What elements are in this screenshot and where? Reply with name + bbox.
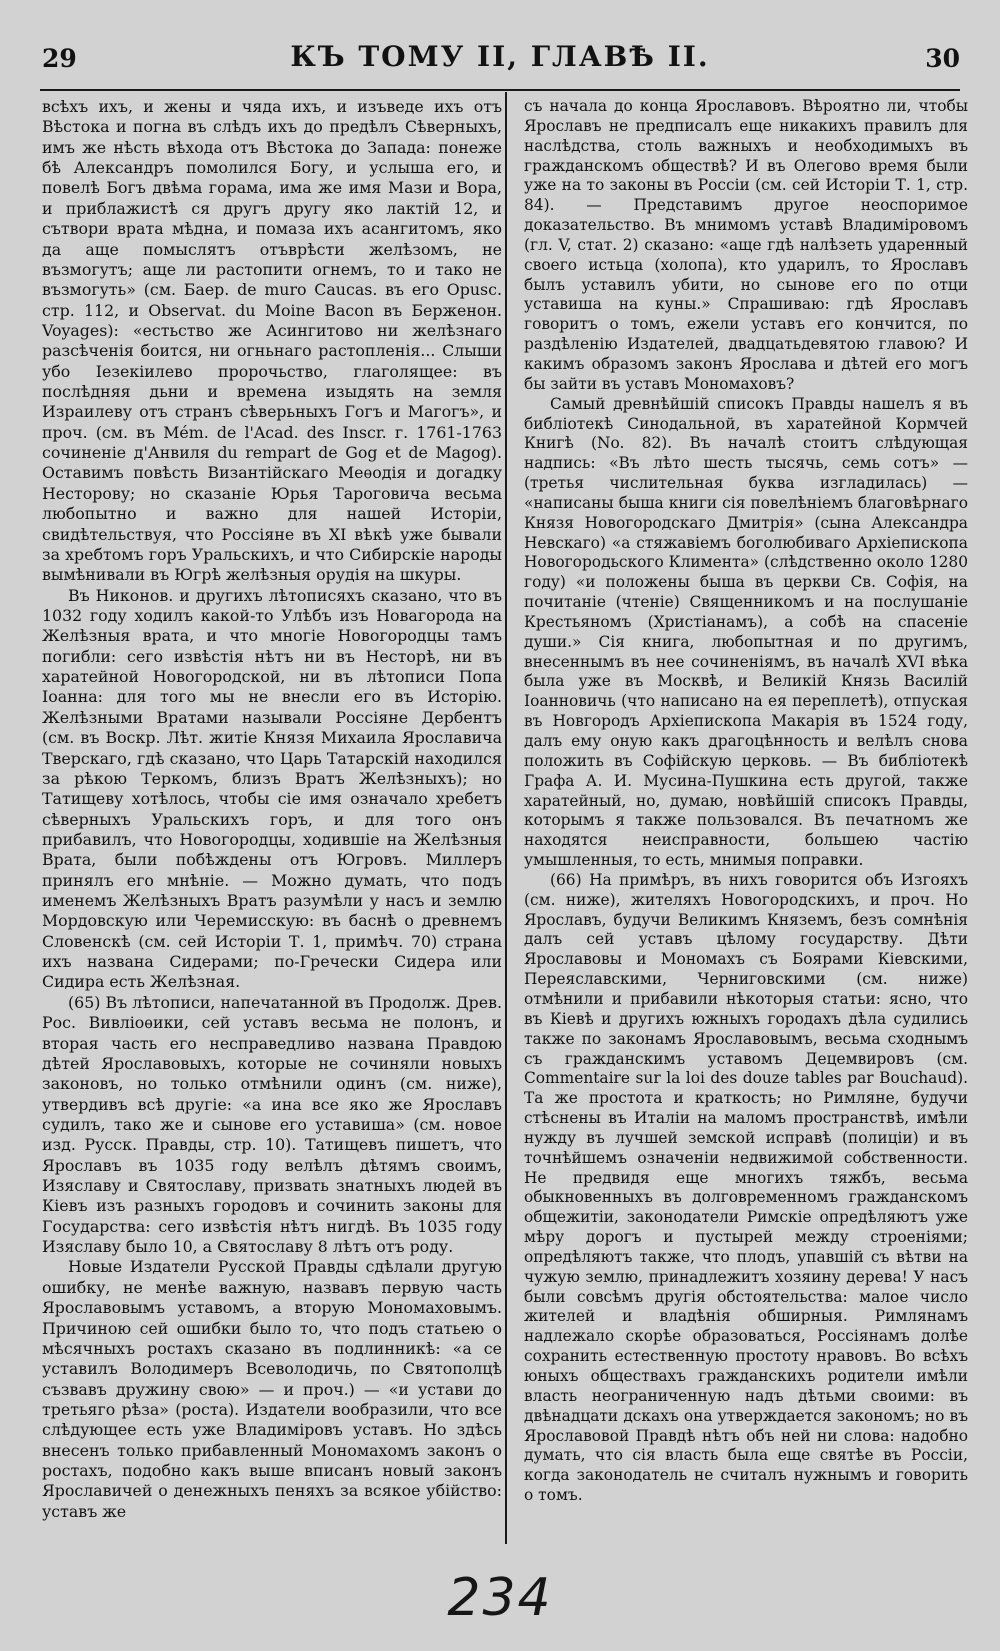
- running-head: КЪ ТОМУ II, ГЛАВѢ II.: [290, 40, 710, 73]
- header-rule: [40, 89, 960, 91]
- left-paragraph: Въ Никонов. и другихъ лѣтописяхъ сказано, что въ 1032 году ходилъ какой-то Улѣбъ изъ Новагорода на Желѣзныя врата, и что многіе Новогородцы тамъ погибли: сего извѣстія нѣтъ ни въ Несторѣ, ни въ харатейной Новогородской, ни въ лѣтописи Попа Іоанна: для того мы не внесли его въ Исторію. Желѣзными Вратами называли Россіяне Дербентъ (см. въ Воскр. Лѣт. житіе Князя Михаила Ярославича Тверскаго, гдѣ сказано, что Царь Татарскій находился за рѣкою Теркомъ, близъ Вратъ Желѣзныхъ); но Татищеву хотѣлось, чтобы сіе имя означало хребетъ сѣверныхъ Уральскихъ горъ, и для того онъ прибавилъ, что Новогородцы, ходившіе на Желѣзныя Врата, были побѣждены отъ Югровъ. Миллеръ принялъ его мнѣніе. — Можно думать, что подъ именемъ Желѣзныхъ Вратъ разумѣли у насъ и землю Мордовскую или Черемисскую: въ баснѣ о древнемъ Словенскѣ (см. сей Исторіи Т. 1, примѣч. 70) страна ихъ названа Сидерами; по-Гречески Сидера или Сидира есть Желѣзная.: [42, 585, 502, 992]
- left-paragraph: всѣхъ ихъ, и жены и чяда ихъ, и изъведе ихъ отъ Вѣстока и погна въ слѣдъ ихъ до предѣлъ Сѣверныхъ, имъ же нѣсть вѣхода отъ Вѣстока до Запада: понеже бѣ Александръ помолился Богу, и услыша его, и повелѣ Богъ двѣма горама, има же имя Мази и Вора, и приблажистѣ ся другъ другу яко лактій 12, и сътвори врата мѣдна, и помаза ихъ асангитомъ, яко да аще помыслятъ отъврѣсти желѣзомъ, не възмогутъ; аще ли растопити огнемъ, то и тако не възмогуть» (см. Баер. de muro Caucas. въ его Opusc. стр. 112, и Observat. du Moine Bacon въ Берженон. Voyages): «естьство же Асингитово ни желѣзнаго разсѣченія боится, ни огньнаго растопленія... Слыши убо Іезекіилево пророчьство, глаголящее: въ послѣдняя дьни и времена изыдять на земля Израилеву отъ странъ сѣверьныхъ Гогъ и Магогъ», и проч. (см. въ Mém. de l'Acad. des Inscr. г. 1761-1763 сочиненіе д'Анвиля du rempart de Gog et de Magog). Оставимъ повѣсть Византійскаго Меѳодія и догадку Несторову; но сказаніе Юрья Тароговича весьма любопытно и важно для нашей Исторіи, свидѣтельствуя, что Россіяне въ XI вѣкѣ уже бывали за хребтомъ горъ Уральскихъ, и что Сибирскіе народы вымѣнивали въ Югрѣ желѣзныя орудія на шкуры.: [42, 97, 502, 585]
- right-paragraph: Самый древнѣйшій списокъ Правды нашелъ я въ библіотекѣ Синодальной, въ харатейной Кормчей Книгѣ (No. 82). Въ началѣ стоитъ слѣдующая надпись: «Въ лѣто шесть тысячь, семь сотъ» — (третья числительная буква изгладилась) — «написаны быша книги сія повелѣніемъ благовѣрнаго Князя Новогородскаго Дмитрія» (сына Александра Невскаго) «а стяжавіемъ боголюбиваго Архіепископа Новогородьского Климента» (слѣдственно около 1280 году) «и положены быша въ церкви Св. Софія, на почитаніе (чтеніе) Священникомъ и на послушаніе Крестьяномъ (Христіанамъ), а собѣ на спасеніе души.» Сія книга, любопытная и по другимъ, внесеннымъ въ нее сочиненіямъ, въ началѣ XVI вѣка была уже въ Москвѣ, и Великій Князь Василій Іоанновичь (что написано на ея переплетѣ), отпуская въ Новгородъ Архіепископа Макарія въ 1524 году, далъ ему оную какъ драгоцѣнность и велѣлъ снова положить въ Софійскую церковь. — Въ библіотекѣ Графа А. И. Мусина-Пушкина есть другой, также харатейный, но, думаю, новѣйшій списокъ Правды, которымъ я также пользовался. Въ печатномъ же находятся неисправности, большею частію умышленныя, то есть, мнимыя поправки.: [524, 394, 968, 870]
- left-column: [42, 97, 502, 1522]
- left-paragraph: Новые Издатели Русской Правды сдѣлали другую ошибку, не менѣе важную, назвавъ первую часть Ярославовымъ уставомъ, а вторую Мономаховымъ. Причиною сей ошибки было то, что подъ статьею о мѣсячныхъ ростахъ сказано въ подлинникѣ: «а се уставилъ Володимеръ Всеволодичь, по Святополцѣ съзвавъ дружину свою» — и проч.) — «и устави до третьяго рѣза» (роста). Издатели вообразили, что все слѣдующее есть уже Владиміровъ уставъ. Но здѣсь внесенъ только прибавленный Мономахомъ законъ о ростахъ, подобно какъ выше вписанъ новый законъ Ярославичей о денежныхъ пеняхъ за всякое убійство: уставъ же: [42, 1257, 502, 1521]
- right-column: [524, 97, 968, 1506]
- right-paragraph: (66) На примѣръ, въ нихъ говорится объ Изгояхъ (см. ниже), жителяхъ Новогородскихъ, и проч. Но Ярославъ, будучи Великимъ Княземъ, безъ сомнѣнія далъ сей уставъ цѣлому государству. Дѣти Ярославовы и Мономахъ съ Боярами Кіевскими, Переяславскими, Черниговскими (см. ниже) отмѣнили и прибавили нѣкоторыя статьи: ясно, что въ Кіевѣ и другихъ южныхъ городахъ дѣла судились также по законамъ Ярославовымъ, весьма сходнымъ съ гражданскимъ уставомъ Децемвировъ (см. Commentaire sur la loi des douze tables par Bouchaud). Та же простота и краткость; но Римляне, будучи стѣснены въ Италіи на маломъ пространствѣ, имѣли нужду въ лучшей земской исправѣ (полиціи) и въ точнѣйшемъ означеніи недвижимой собственности. Не предвидя еще многихъ тяжбъ, весьма обыкновенныхъ въ долговременномъ гражданскомъ общежитіи, законодатели Римскіе опредѣляютъ уже мѣру дорогъ и пустырей между строеніями; опредѣляютъ также, что плодъ, упавшій съ вѣтви на чужую землю, принадлежитъ хозяину дерева! У насъ были совсѣмъ другія обстоятельства: малое число жителей и владѣнія обширныя. Римлянамъ надлежало скорѣе образоваться, Россіянамъ долѣе сохранить естественную простоту нравовъ. Во всѣхъ юныхъ обществахъ гражданскихъ родители имѣли власть неограниченную надъ дѣтьми своими: въ двѣнадцати дскахъ она утверждается закономъ; но въ Ярославовой Правдѣ нѣтъ объ ней ни слова: надобно думать, что сія власть была еще святѣе въ Россіи, когда законодатель не считалъ нужнымъ и говорить о томъ.: [524, 870, 968, 1505]
- column-divider: [505, 92, 507, 1544]
- page-number-left: 29: [42, 44, 77, 73]
- handwritten-folio-number: 234: [447, 1568, 553, 1628]
- page-number-right: 30: [925, 44, 960, 73]
- right-paragraph: съ начала до конца Ярославовъ. Вѣроятно ли, чтобы Ярославъ не предписалъ еще никакихъ правилъ для наслѣдства, столь важныхъ и необходимыхъ въ гражданскомъ обществѣ? И въ Олегово время были уже на то законы въ Россіи (см. сей Исторіи Т. 1, стр. 84). — Представимъ другое неоспоримое доказательство. Въ мнимомъ уставѣ Владиміровомъ (гл. V, стат. 2) сказано: «аще гдѣ налѣзеть ударенный своего истьца (холопа), кто ударилъ, то Ярославъ былъ уставилъ убити, но сынове его по отци уставиша на куны.» Спрашиваю: гдѣ Ярославъ говоритъ о томъ, ежели уставъ его кончится, по раздѣленію Издателей, двадцатьдевятою главою? И какимъ образомъ законъ Ярослава и дѣтей его могъ бы зайти въ уставъ Мономаховъ?: [524, 97, 968, 393]
- left-paragraph: (65) Въ лѣтописи, напечатанной въ Продолж. Древ. Рос. Вивліоѳики, сей уставъ весьма не полонъ, и вторая часть его несправедливо названа Правдою дѣтей Ярославовыхъ, которые не сочиняли новыхъ законовъ, но только отмѣнили одинъ (см. ниже), утвердивъ всѣ другіе: «а ина все яко же Ярославъ судилъ, тако же и сынове его уставиша» (см. новое изд. Русск. Правды, стр. 10). Татищевъ пишетъ, что Ярославъ въ 1035 году велѣлъ дѣтямъ своимъ, Изяславу и Святославу, призвать знатныхъ людей въ Кіевъ изъ разныхъ городовъ и сочинить законы для Государства: сего извѣстія нѣтъ нигдѣ. Въ 1035 году Изяславу было 10, а Святославу 8 лѣтъ отъ роду.: [42, 992, 502, 1257]
